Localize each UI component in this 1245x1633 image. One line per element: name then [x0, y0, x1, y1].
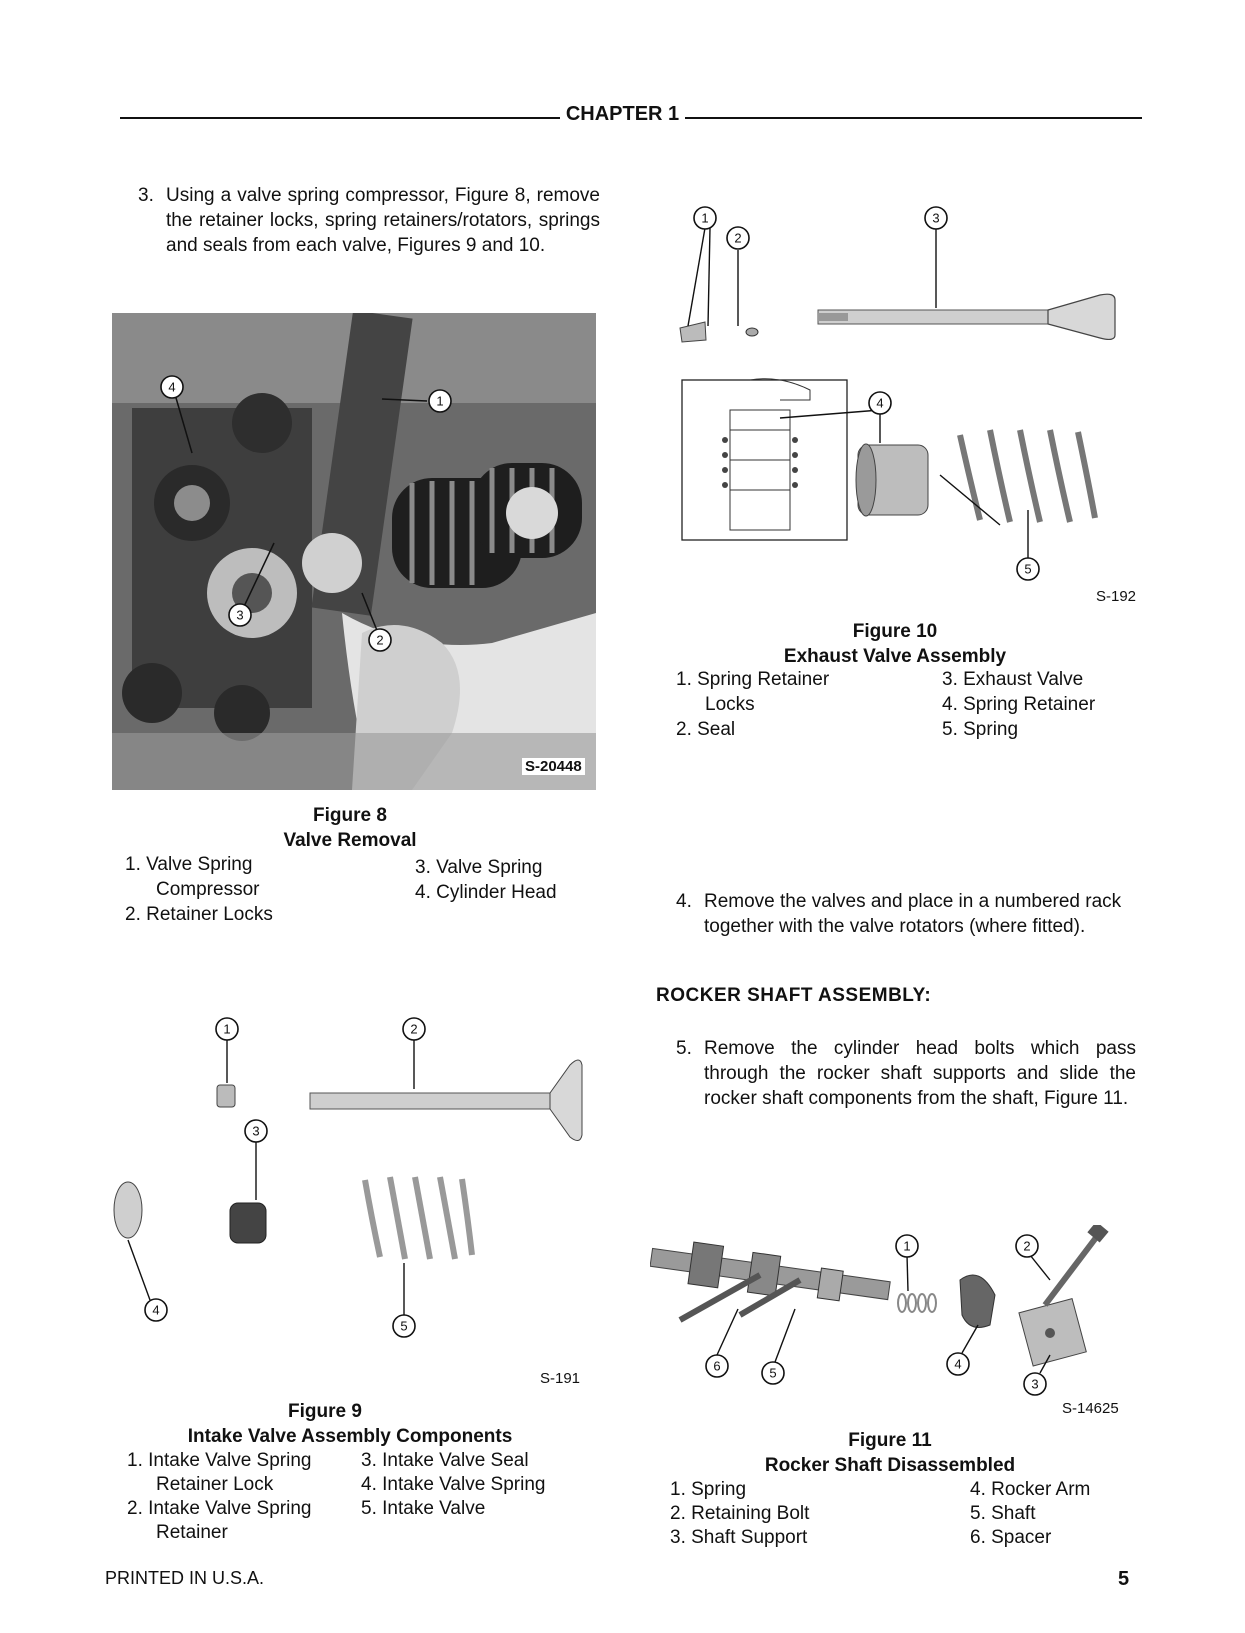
figure-11-illustration: [650, 1225, 1140, 1415]
callout-3-label: 3: [236, 607, 244, 623]
figure-11-label: Figure 11: [848, 1430, 932, 1451]
step-text: Remove the valves and place in a numbered rack together with the valve rotators (where fitted).: [704, 891, 1122, 937]
figure-8-label: Figure 8: [313, 805, 387, 826]
callout-2-label: 2: [734, 230, 742, 246]
legend-item: 1. Intake Valve Spring: [127, 1450, 312, 1471]
callout-3-label: 3: [252, 1123, 260, 1139]
step-text: Using a valve spring compressor, Figure 8, remove the retainer locks, spring retainers/rotators, springs and seals from each valve, Figures 9 and 10.: [166, 185, 600, 256]
legend-item: 2. Intake Valve Spring: [127, 1498, 312, 1519]
figure-8-title: Valve Removal: [283, 830, 417, 851]
page-number: 5: [1118, 1568, 1130, 1590]
figure-10-illustration: [670, 200, 1140, 610]
callout-4-label: 4: [954, 1356, 962, 1372]
figure-9-illustration: [100, 1005, 600, 1385]
callout-3-label: 3: [932, 210, 940, 226]
figure-10-label: Figure 10: [852, 621, 938, 642]
callout-4-label: 4: [152, 1302, 160, 1318]
legend-item: 1. Spring Retainer: [676, 669, 830, 690]
legend-item: 2. Retaining Bolt: [670, 1503, 810, 1524]
legend-item: 2. Retainer Locks: [125, 904, 273, 925]
callout-5-label: 5: [400, 1318, 408, 1334]
step-5: [676, 1036, 1136, 1111]
legend-item: 5. Spring: [942, 719, 1019, 740]
callout-4-label: 4: [168, 379, 176, 395]
callout-2-label: 2: [1023, 1238, 1031, 1254]
figure-10-code: S-192: [1096, 588, 1137, 605]
callout-3-label: 3: [1031, 1376, 1039, 1392]
callout-1-label: 1: [903, 1238, 911, 1254]
figure-9-title: Intake Valve Assembly Components: [187, 1426, 513, 1447]
chapter-heading: CHAPTER 1: [0, 103, 1245, 126]
legend-item: 3. Shaft Support: [670, 1527, 808, 1548]
legend-item: 2. Seal: [676, 719, 736, 740]
step-text: Remove the cylinder head bolts which pass through the rocker shaft supports and slide the rocker shaft components from the shaft, Figure 11.: [704, 1038, 1136, 1109]
printed-in-label: PRINTED IN U.S.A.: [105, 1568, 265, 1588]
legend-item: 3. Exhaust Valve: [942, 669, 1084, 690]
callout-4-label: 4: [876, 395, 884, 411]
legend-item: 5. Shaft: [970, 1503, 1036, 1524]
callout-6-label: 6: [713, 1358, 721, 1374]
legend-item: 3. Intake Valve Seal: [361, 1450, 529, 1471]
figure-11-legend: [670, 1478, 1150, 1558]
legend-item: 4. Spring Retainer: [942, 694, 1096, 715]
step-4: [676, 889, 1136, 939]
legend-item: 5. Intake Valve: [361, 1498, 486, 1519]
callout-2-label: 2: [410, 1021, 418, 1037]
figure-10-caption: [745, 619, 1045, 669]
legend-item: Compressor: [156, 879, 260, 900]
callout-1-label: 1: [223, 1021, 231, 1037]
step-number: 3.: [138, 185, 154, 206]
callout-1-label: 1: [436, 393, 444, 409]
legend-item: 3. Valve Spring: [415, 857, 543, 878]
callout-1-label: 1: [701, 210, 709, 226]
legend-item: Locks: [705, 694, 755, 715]
legend-item: Retainer: [156, 1522, 228, 1543]
legend-item: 4. Intake Valve Spring: [361, 1474, 546, 1495]
step-number: 4.: [676, 891, 692, 912]
section-heading: ROCKER SHAFT ASSEMBLY:: [656, 985, 932, 1006]
figure-11-caption: [730, 1428, 1050, 1478]
figure-8-caption: [200, 803, 500, 853]
callout-5-label: 5: [769, 1365, 777, 1381]
step-number: 5.: [676, 1038, 692, 1059]
legend-item: Retainer Lock: [156, 1474, 274, 1495]
callout-2-label: 2: [376, 632, 384, 648]
figure-9-legend: [127, 1449, 607, 1549]
legend-item: 1. Spring: [670, 1479, 747, 1500]
callout-5-label: 5: [1024, 561, 1032, 577]
figure-9-caption: [140, 1399, 560, 1449]
legend-item: 6. Spacer: [970, 1527, 1052, 1548]
figure-9-code: S-191: [540, 1370, 581, 1387]
figure-10-title: Exhaust Valve Assembly: [783, 646, 1007, 667]
legend-item: 1. Valve Spring: [125, 854, 253, 875]
figure-9-label: Figure 9: [288, 1401, 362, 1422]
legend-item: 4. Rocker Arm: [970, 1479, 1091, 1500]
figure-8-code: S-20448: [522, 758, 585, 775]
figure-10-legend: [676, 668, 1146, 748]
figure-11-code: S-14625: [1062, 1400, 1119, 1417]
legend-item: 4. Cylinder Head: [415, 882, 557, 903]
figure-11-title: Rocker Shaft Disassembled: [764, 1455, 1016, 1476]
figure-8-legend: [125, 853, 605, 933]
step-3: [138, 183, 600, 258]
figure-8-callouts: [112, 313, 596, 790]
